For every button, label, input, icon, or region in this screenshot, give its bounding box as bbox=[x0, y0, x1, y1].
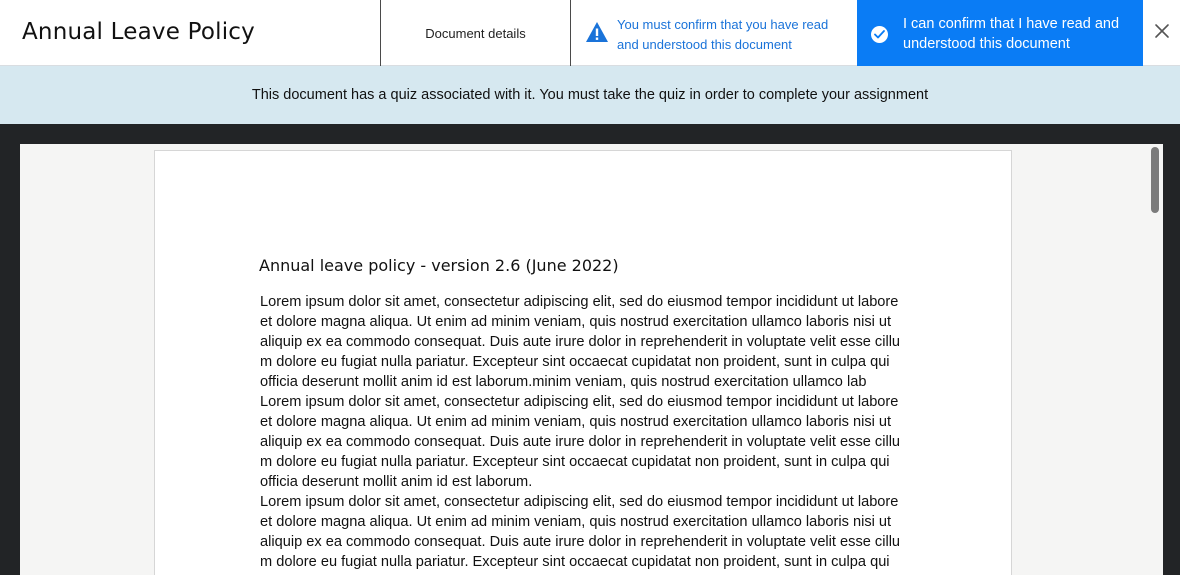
quiz-banner-text: This document has a quiz associated with it. You must take the quiz in order to complete your assignment bbox=[251, 87, 929, 103]
document-scroll-area[interactable] bbox=[20, 144, 1163, 575]
document-details-button[interactable] bbox=[380, 0, 571, 66]
close-button[interactable] bbox=[1143, 0, 1180, 66]
quiz-banner bbox=[0, 66, 1180, 124]
document-paragraph: Lorem ipsum dolor sit amet, consectetur adipiscing elit, sed do eiusmod tempor incididunt ut labore et dolore magna aliqua. Ut enim ad minim veniam, quis nostrud exercitation ullamco laboris nisi ut aliquip ex ea commodo consequat. Duis aute irure dolor in reprehenderit in voluptate velit esse cillu m dolore eu fugiat nulla pariatur. Excepteur sint occaecat cupidatat non proident, sunt in culpa qui officia deserunt mollit anim id est laborum.minim veniam, quis nostrud exercitation ullamco lab bbox=[260, 294, 901, 390]
confirmation-warning bbox=[572, 0, 857, 66]
check-circle-icon bbox=[871, 26, 888, 43]
document-paragraph: Lorem ipsum dolor sit amet, consectetur adipiscing elit, sed do eiusmod tempor incididunt ut labore et dolore magna aliqua. Ut enim ad minim veniam, quis nostrud exercitation ullamco laboris nisi ut aliquip ex ea commodo consequat. Duis aute irure dolor in reprehenderit in voluptate velit esse cillu m dolore eu fugiat nulla pariatur. Excepteur sint occaecat cupidatat non proident, sunt in culpa qui officia deserunt mollit anim id est laborum. bbox=[260, 394, 901, 490]
confirm-read-button[interactable] bbox=[857, 0, 1143, 66]
scrollbar-thumb[interactable] bbox=[1151, 147, 1159, 213]
page-title: Annual Leave Policy bbox=[22, 19, 255, 45]
top-bar bbox=[0, 0, 1180, 66]
document-details-label: Document details bbox=[425, 25, 526, 41]
document-heading: Annual leave policy - version 2.6 (June 2022) bbox=[259, 256, 619, 275]
document-viewer bbox=[0, 124, 1180, 575]
document-page bbox=[154, 150, 1012, 575]
confirm-read-label: I can confirm that I have read and understood this document bbox=[903, 16, 1120, 52]
document-body bbox=[260, 292, 925, 572]
document-paragraph: Lorem ipsum dolor sit amet, consectetur adipiscing elit, sed do eiusmod tempor incididunt ut labore et dolore magna aliqua. Ut enim ad minim veniam, quis nostrud exercitation ullamco laboris nisi ut aliquip ex ea commodo consequat. Duis aute irure dolor in reprehenderit in voluptate velit esse cillu m dolore eu fugiat nulla pariatur. Excepteur sint occaecat cupidatat non proident, sunt in culpa qui bbox=[260, 494, 901, 570]
close-icon bbox=[1154, 23, 1170, 44]
warning-text: You must confirm that you have read and understood this document bbox=[617, 17, 829, 52]
warning-triangle-icon bbox=[585, 21, 609, 43]
